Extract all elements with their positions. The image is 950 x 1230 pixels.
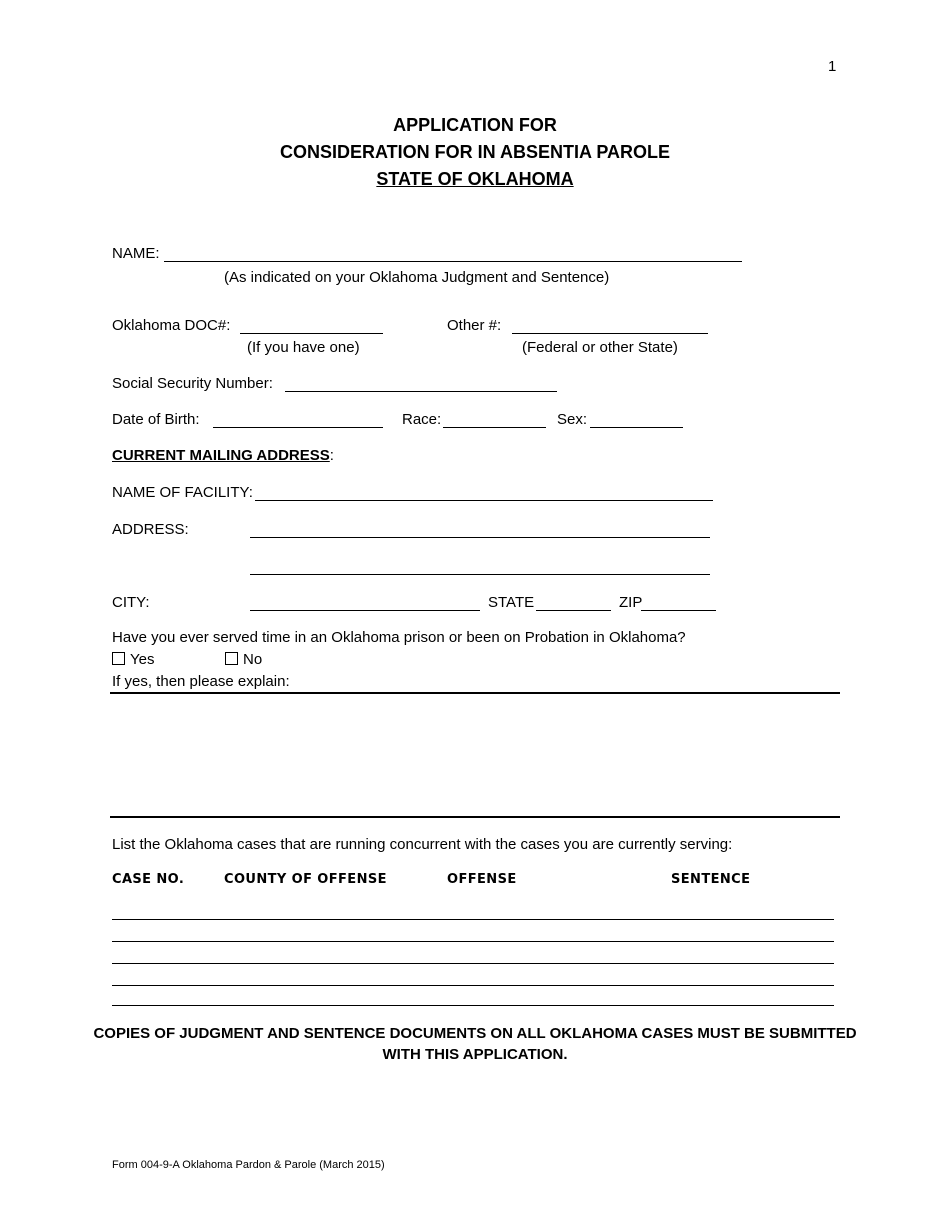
zip-field[interactable]: [641, 610, 716, 611]
doc-note: (If you have one): [247, 339, 360, 356]
city-label: CITY:: [112, 594, 150, 611]
case-line-3[interactable]: [112, 963, 834, 964]
state-label: STATE: [488, 594, 535, 611]
race-field[interactable]: [443, 427, 546, 428]
case-line-4[interactable]: [112, 985, 834, 986]
case-line-5[interactable]: [112, 1005, 834, 1006]
sex-field[interactable]: [590, 427, 683, 428]
sex-label: Sex:: [557, 411, 588, 428]
no-checkbox[interactable]: [225, 652, 238, 665]
facility-label: NAME OF FACILITY:: [112, 484, 253, 501]
notice-line-2: WITH THIS APPLICATION.: [382, 1046, 568, 1063]
notice-line-1: COPIES OF JUDGMENT AND SENTENCE DOCUMENTS ON ALL OKLAHOMA CASES MUST BE SUBMITTED: [93, 1025, 857, 1042]
no-label: No: [243, 651, 263, 668]
state-field[interactable]: [536, 610, 611, 611]
other-label: Other #:: [447, 317, 502, 334]
dob-field[interactable]: [213, 427, 383, 428]
title-line-1: APPLICATION FOR: [393, 115, 557, 135]
ssn-label: Social Security Number:: [112, 375, 273, 392]
yes-checkbox[interactable]: [112, 652, 125, 665]
yes-label: Yes: [130, 651, 155, 668]
yes-option[interactable]: [112, 651, 154, 668]
mailing-colon: :: [329, 447, 334, 464]
name-label: NAME:: [112, 245, 160, 262]
doc-field[interactable]: [240, 333, 383, 334]
dob-label: Date of Birth:: [112, 411, 200, 428]
prior-question: Have you ever served time in an Oklahoma prison or been on Probation in Oklahoma?: [112, 629, 686, 646]
title-line-3: STATE OF OKLAHOMA: [376, 169, 574, 189]
explain-area[interactable]: [110, 694, 840, 816]
form-id: Form 004-9-A Oklahoma Pardon & Parole (March 2015): [112, 1159, 385, 1171]
header-sentence: SENTENCE: [671, 872, 751, 887]
cases-intro: List the Oklahoma cases that are running concurrent with the cases you are currently serving:: [112, 836, 733, 853]
city-field[interactable]: [250, 610, 480, 611]
case-line-2[interactable]: [112, 941, 834, 942]
name-note: (As indicated on your Oklahoma Judgment and Sentence): [224, 269, 610, 286]
address-field-2[interactable]: [250, 574, 710, 575]
other-field[interactable]: [512, 333, 708, 334]
address-field-1[interactable]: [250, 537, 710, 538]
title-line-2: CONSIDERATION FOR IN ABSENTIA PAROLE: [279, 142, 670, 162]
address-label: ADDRESS:: [112, 521, 189, 538]
facility-field[interactable]: [255, 500, 713, 501]
page-number: 1: [828, 58, 837, 75]
other-note: (Federal or other State): [522, 339, 678, 356]
mailing-heading: CURRENT MAILING ADDRESS: [112, 447, 330, 464]
explain-bottom-rule: [110, 816, 840, 818]
race-label: Race:: [402, 411, 442, 428]
header-offense: OFFENSE: [447, 872, 517, 887]
zip-label: ZIP: [619, 594, 643, 611]
header-case-no: CASE NO.: [112, 872, 185, 887]
explain-label: If yes, then please explain:: [112, 673, 290, 690]
ssn-field[interactable]: [285, 391, 557, 392]
case-line-1[interactable]: [112, 919, 834, 920]
doc-label: Oklahoma DOC#:: [112, 317, 231, 334]
name-field[interactable]: [164, 261, 742, 262]
no-option[interactable]: [225, 651, 262, 668]
mailing-heading-wrap: [112, 447, 334, 464]
header-county: COUNTY OF OFFENSE: [224, 872, 387, 887]
